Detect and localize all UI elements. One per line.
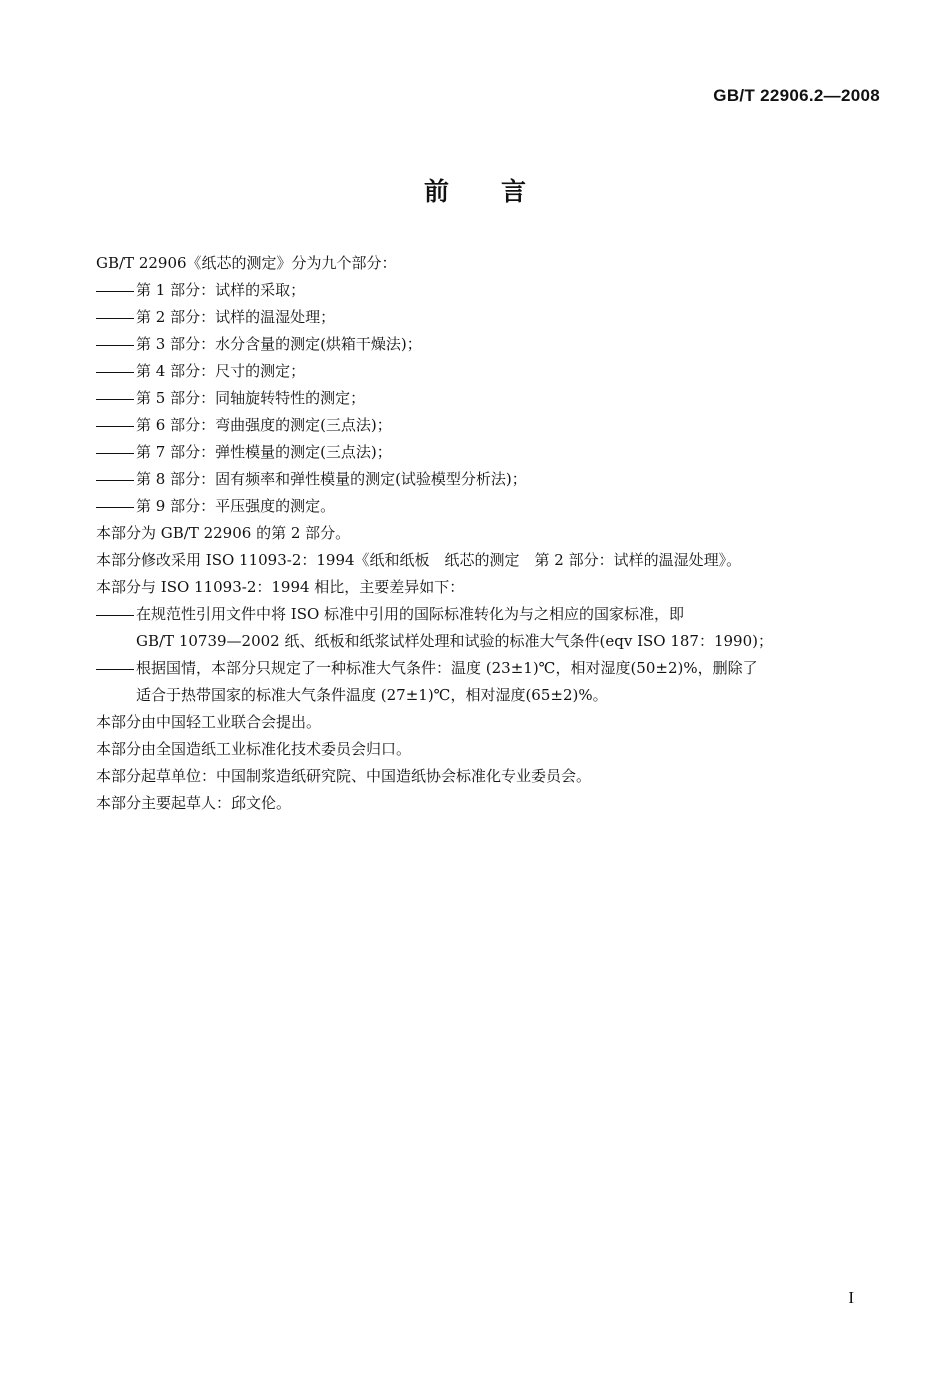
dash-mark	[96, 399, 134, 400]
list-item: 在规范性引用文件中将 ISO 标准中引用的国际标准转化为与之相应的国家标准，即	[96, 601, 876, 628]
statement-line: 本部分修改采用 ISO 11093-2：1994《纸和纸板 纸芯的测定 第 2 部分：试样的温湿处理》。	[96, 551, 742, 569]
list-item: 第 6 部分：弯曲强度的测定(三点法)；	[96, 412, 876, 439]
list-item-continuation: GB/T 10739—2002 纸、纸板和纸浆试样处理和试验的标准大气条件(eqv ISO 187：1990)；	[136, 632, 773, 650]
page-number: I	[848, 1288, 854, 1307]
differences-list	[96, 601, 876, 709]
intro-line: GB/T 22906《纸芯的测定》分为九个部分：	[96, 254, 397, 272]
list-item: 第 9 部分：平压强度的测定。	[96, 493, 876, 520]
dash-mark	[96, 426, 134, 427]
page-title: 前言	[423, 177, 578, 206]
list-item: 第 8 部分：固有频率和弹性模量的测定(试验模型分析法)；	[96, 466, 876, 493]
dash-mark	[96, 507, 134, 508]
statement-line: 本部分为 GB/T 22906 的第 2 部分。	[96, 524, 351, 542]
dash-mark	[96, 291, 134, 292]
list-item: 根据国情，本部分只规定了一种标准大气条件：温度 (23±1)℃，相对湿度(50±2)%，删除了	[96, 655, 876, 682]
list-item: 第 5 部分：同轴旋转特性的测定；	[96, 385, 876, 412]
dash-mark	[96, 480, 134, 481]
closing-line: 本部分主要起草人：邱文伦。	[96, 794, 292, 812]
list-item: 第 4 部分：尺寸的测定；	[96, 358, 876, 385]
parts-list	[96, 277, 876, 520]
statement-line: 本部分与 ISO 11093-2：1994 相比，主要差异如下：	[96, 578, 465, 596]
closing-line: 本部分由全国造纸工业标准化技术委员会归口。	[96, 740, 412, 758]
list-item-continuation: 适合于热带国家的标准大气条件温度 (27±1)℃，相对湿度(65±2)%。	[136, 686, 608, 704]
closing-line: 本部分起草单位：中国制浆造纸研究院、中国造纸协会标准化专业委员会。	[96, 767, 592, 785]
closing-line: 本部分由中国轻工业联合会提出。	[96, 713, 322, 731]
list-item: 第 7 部分：弹性模量的测定(三点法)；	[96, 439, 876, 466]
dash-mark	[96, 345, 134, 346]
dash-mark	[96, 669, 134, 670]
list-item: 第 3 部分：水分含量的测定(烘箱干燥法)；	[96, 331, 876, 358]
dash-mark	[96, 318, 134, 319]
document-body	[96, 250, 876, 817]
list-item: 第 2 部分：试样的温湿处理；	[96, 304, 876, 331]
standard-code: GB/T 22906.2—2008	[713, 86, 880, 105]
list-item: 第 1 部分：试样的采取；	[96, 277, 876, 304]
dash-mark	[96, 453, 134, 454]
dash-mark	[96, 615, 134, 616]
dash-mark	[96, 372, 134, 373]
